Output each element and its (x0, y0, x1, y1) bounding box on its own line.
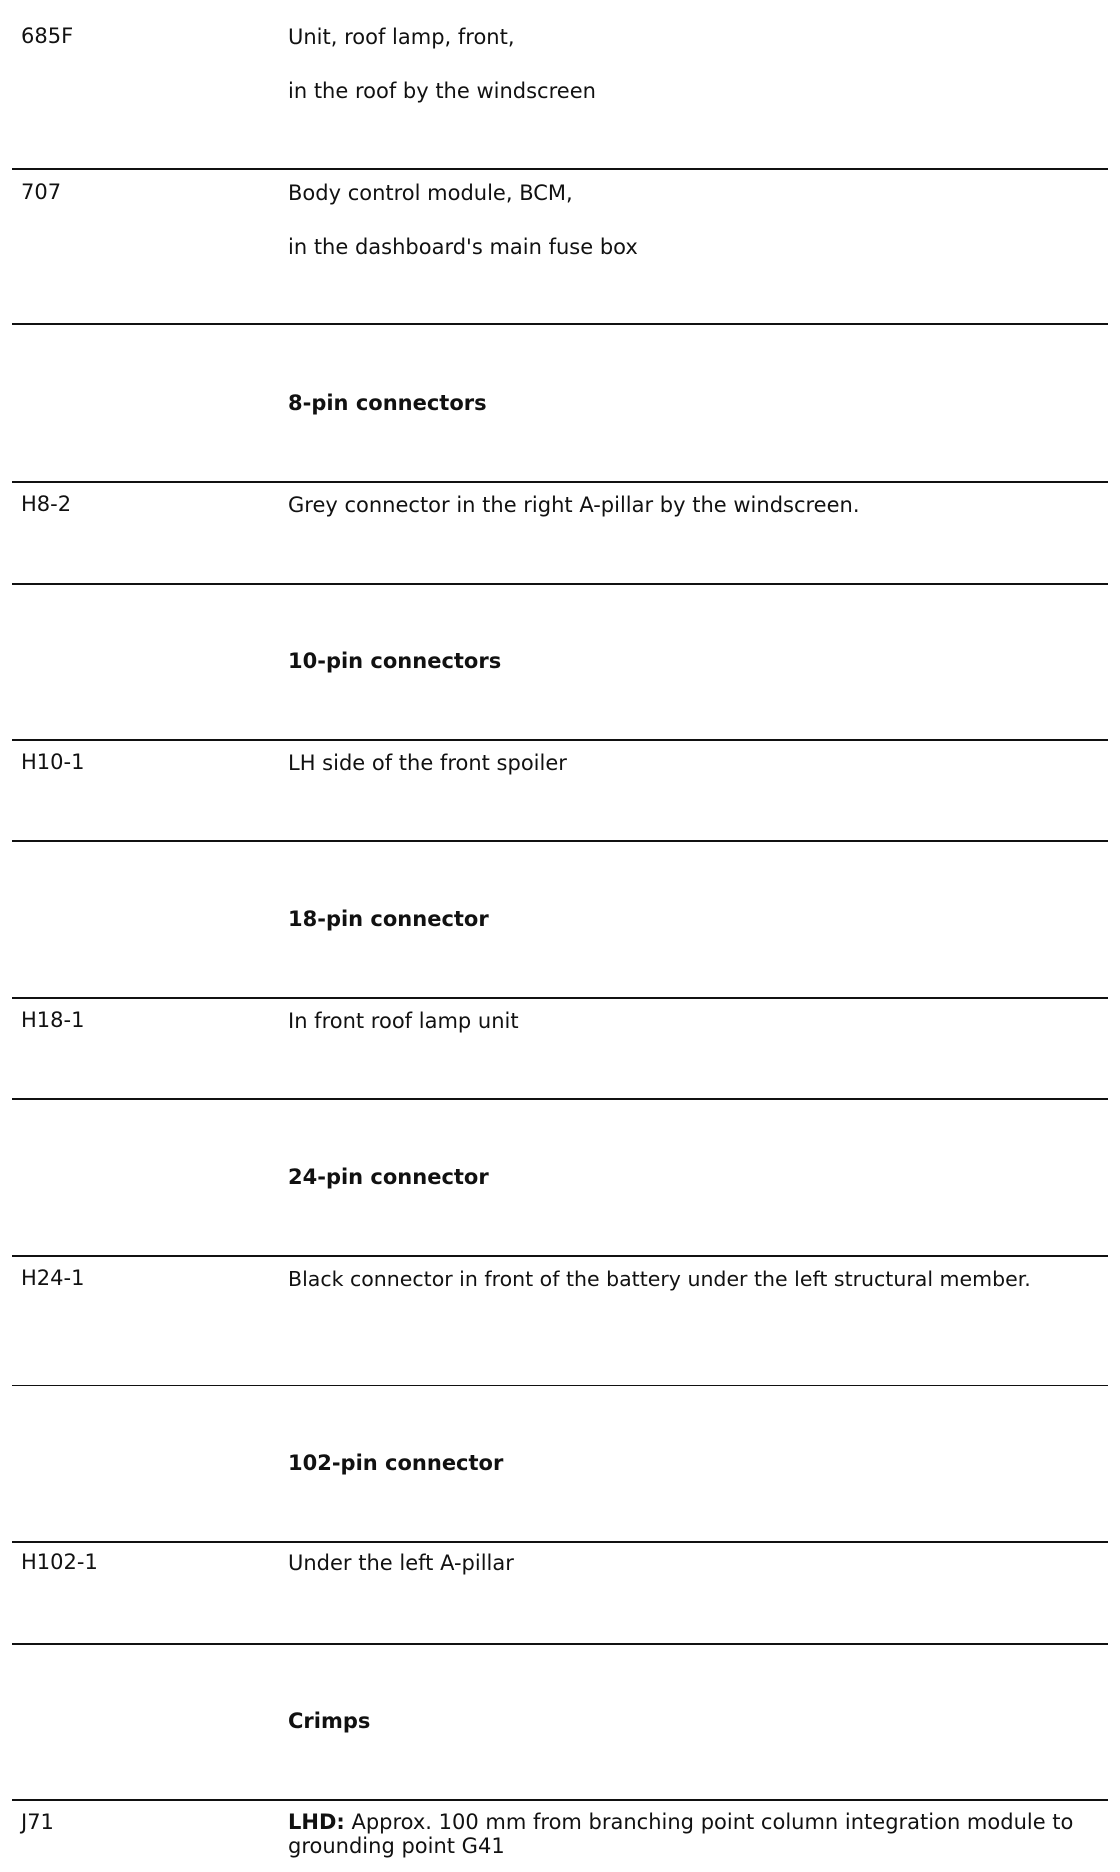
lhd-label: LHD: (288, 1810, 345, 1834)
section-heading: 24-pin connector (288, 1165, 489, 1189)
description-line: Under the left A-pillar (288, 1551, 514, 1575)
component-description (288, 24, 1108, 104)
component-description (288, 1008, 1108, 1034)
component-code: 707 (21, 180, 62, 204)
description-line: in the dashboard's main fuse box (288, 235, 638, 259)
row-divider (12, 1799, 1108, 1801)
row-divider (12, 840, 1108, 842)
component-description (288, 180, 1108, 260)
component-description (288, 750, 1108, 776)
description-line: Unit, roof lamp, front, (288, 25, 515, 49)
component-code: J71 (21, 1810, 54, 1834)
section-heading: 102-pin connector (288, 1451, 504, 1475)
row-divider (12, 1541, 1108, 1543)
component-code: H10-1 (21, 750, 85, 774)
row-divider (12, 997, 1108, 999)
description-line: Black connector in front of the battery under the left structural member. (288, 1267, 1031, 1291)
component-code: H24-1 (21, 1266, 85, 1290)
row-divider (12, 323, 1108, 325)
description-line: In front roof lamp unit (288, 1009, 519, 1033)
component-description (288, 1266, 1108, 1292)
component-code: H18-1 (21, 1008, 85, 1032)
component-code: 685F (21, 24, 74, 48)
row-divider (12, 583, 1108, 585)
description-text: Approx. 100 mm from branching point column integration module to grounding point G41 (288, 1810, 1074, 1858)
row-divider (12, 481, 1108, 483)
description-line: Body control module, BCM, (288, 181, 573, 205)
component-description (288, 1810, 1108, 1858)
description-line: LH side of the front spoiler (288, 751, 567, 775)
section-heading: Crimps (288, 1709, 371, 1733)
description-line: in the roof by the windscreen (288, 79, 596, 103)
component-description (288, 492, 1108, 518)
row-divider (12, 1098, 1108, 1100)
section-heading: 10-pin connectors (288, 649, 502, 673)
row-divider (12, 1255, 1108, 1257)
section-heading: 18-pin connector (288, 907, 489, 931)
row-divider (12, 1643, 1108, 1645)
component-code: H8-2 (21, 492, 72, 516)
row-divider (12, 168, 1108, 170)
section-heading: 8-pin connectors (288, 391, 487, 415)
component-description (288, 1550, 1108, 1576)
component-code: H102-1 (21, 1550, 98, 1574)
row-divider (12, 1385, 1108, 1386)
description-line: Grey connector in the right A-pillar by the windscreen. (288, 493, 860, 517)
row-divider (12, 739, 1108, 741)
description-line (288, 1810, 1108, 1858)
